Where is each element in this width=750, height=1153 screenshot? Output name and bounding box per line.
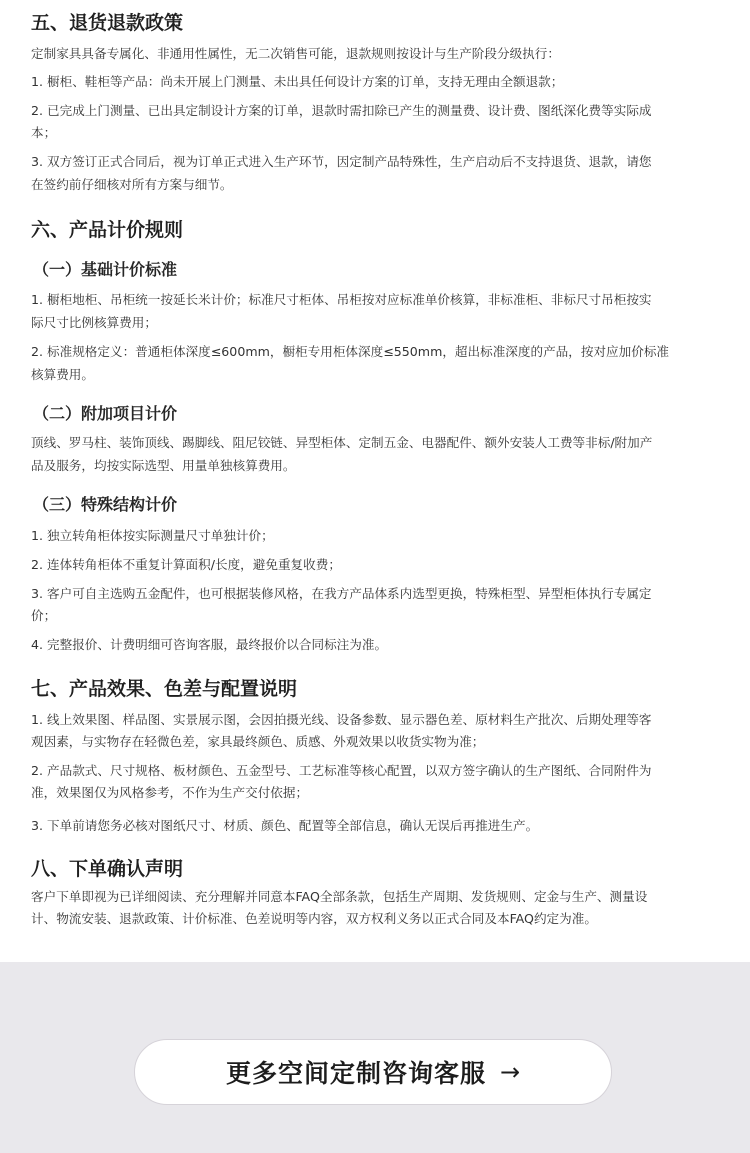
section-7-line: 观因素，与实物存在轻微色差，家具最终颜色、质感、外观效果以收货实物为准；	[31, 734, 485, 749]
right-arrow-icon: →	[499, 1058, 521, 1086]
section-6-sub2-line: 顶线、罗马柱、装饰顶线、踢脚线、阻尼铰链、异型柜体、定制五金、电器配件、额外安装人工费等非标/附加产	[31, 435, 653, 450]
section-8-line: 计、物流安装、退款政策、计价标准、色差说明等内容，双方权利义务以正式合同及本FAQ约定为准。	[31, 911, 597, 926]
section-6-sub2-title: （二）附加项目计价	[33, 404, 178, 423]
section-7-line: 1. 线上效果图、样品图、实景展示图，会因拍摄光线、设备参数、显示器色差、原材料生产批次、后期处理等客	[31, 712, 652, 727]
section-6-title: 六、产品计价规则	[31, 219, 184, 241]
section-6-sub1-title: （一）基础计价标准	[33, 260, 178, 279]
section-6-sub3-title: （三）特殊结构计价	[33, 495, 178, 514]
consult-service-label: 更多空间定制咨询客服	[225, 1059, 486, 1088]
section-6-sub2-line: 品及服务，均按实际选型、用量单独核算费用。	[31, 458, 296, 473]
section-6-sub3-line: 2. 连体转角柜体不重复计算面积/长度，避免重复收费；	[31, 557, 341, 572]
section-6-sub3-line: 价；	[31, 608, 57, 623]
section-6-sub3-line: 4. 完整报价、计费明细可咨询客服，最终报价以合同标注为准。	[31, 637, 388, 652]
section-8-line: 客户下单即视为已详细阅读、充分理解并同意本FAQ全部条款，包括生产周期、发货规则、定金与生产、测量设	[31, 889, 648, 904]
section-5-line: 1. 橱柜、鞋柜等产品：尚未开展上门测量、未出具任何设计方案的订单，支持无理由全额退款；	[31, 74, 564, 89]
section-6-sub1-line: 核算费用。	[31, 367, 94, 382]
section-5-title: 五、退货退款政策	[31, 12, 184, 34]
section-5-intro: 定制家具具备专属化、非通用性属性，无二次销售可能，退款规则按设计与生产阶段分级执行：	[31, 46, 560, 61]
consult-service-button[interactable]	[134, 1039, 612, 1105]
section-5-line: 在签约前仔细核对所有方案与细节。	[31, 177, 233, 192]
section-6-sub3-line: 3. 客户可自主选购五金配件，也可根据装修风格，在我方产品体系内选型更换，特殊柜型、异型柜体执行专属定	[31, 586, 652, 601]
section-7-line: 准，效果图仅为风格参考，不作为生产交付依据；	[31, 785, 309, 800]
section-5-line: 3. 双方签订正式合同后，视为订单正式进入生产环节，因定制产品特殊性，生产启动后不支持退货、退款，请您	[31, 154, 652, 169]
section-5-line: 2. 已完成上门测量、已出具定制设计方案的订单，退款时需扣除已产生的测量费、设计费、图纸深化费等实际成	[31, 103, 652, 118]
section-6-sub1-line: 2. 标准规格定义：普通柜体深度≤600mm，橱柜专用柜体深度≤550mm，超出标准深度的产品，按对应加价标准	[31, 344, 670, 359]
section-7-line: 2. 产品款式、尺寸规格、板材颜色、五金型号、工艺标准等核心配置，以双方签字确认的生产图纸、合同附件为	[31, 763, 652, 778]
section-8-title: 八、下单确认声明	[31, 858, 184, 880]
section-6-sub1-line: 1. 橱柜地柜、吊柜统一按延长米计价；标准尺寸柜体、吊柜按对应标准单价核算，非标准柜、非标尺寸吊柜按实	[31, 292, 652, 307]
section-7-title: 七、产品效果、色差与配置说明	[31, 678, 298, 700]
footer-cta-area	[0, 962, 750, 1153]
section-6-sub3-line: 1. 独立转角柜体按实际测量尺寸单独计价；	[31, 528, 274, 543]
section-5-line: 本；	[31, 125, 57, 140]
section-7-line: 3. 下单前请您务必核对图纸尺寸、材质、颜色、配置等全部信息，确认无误后再推进生产。	[31, 818, 539, 833]
section-6-sub1-line: 际尺寸比例核算费用；	[31, 315, 157, 330]
